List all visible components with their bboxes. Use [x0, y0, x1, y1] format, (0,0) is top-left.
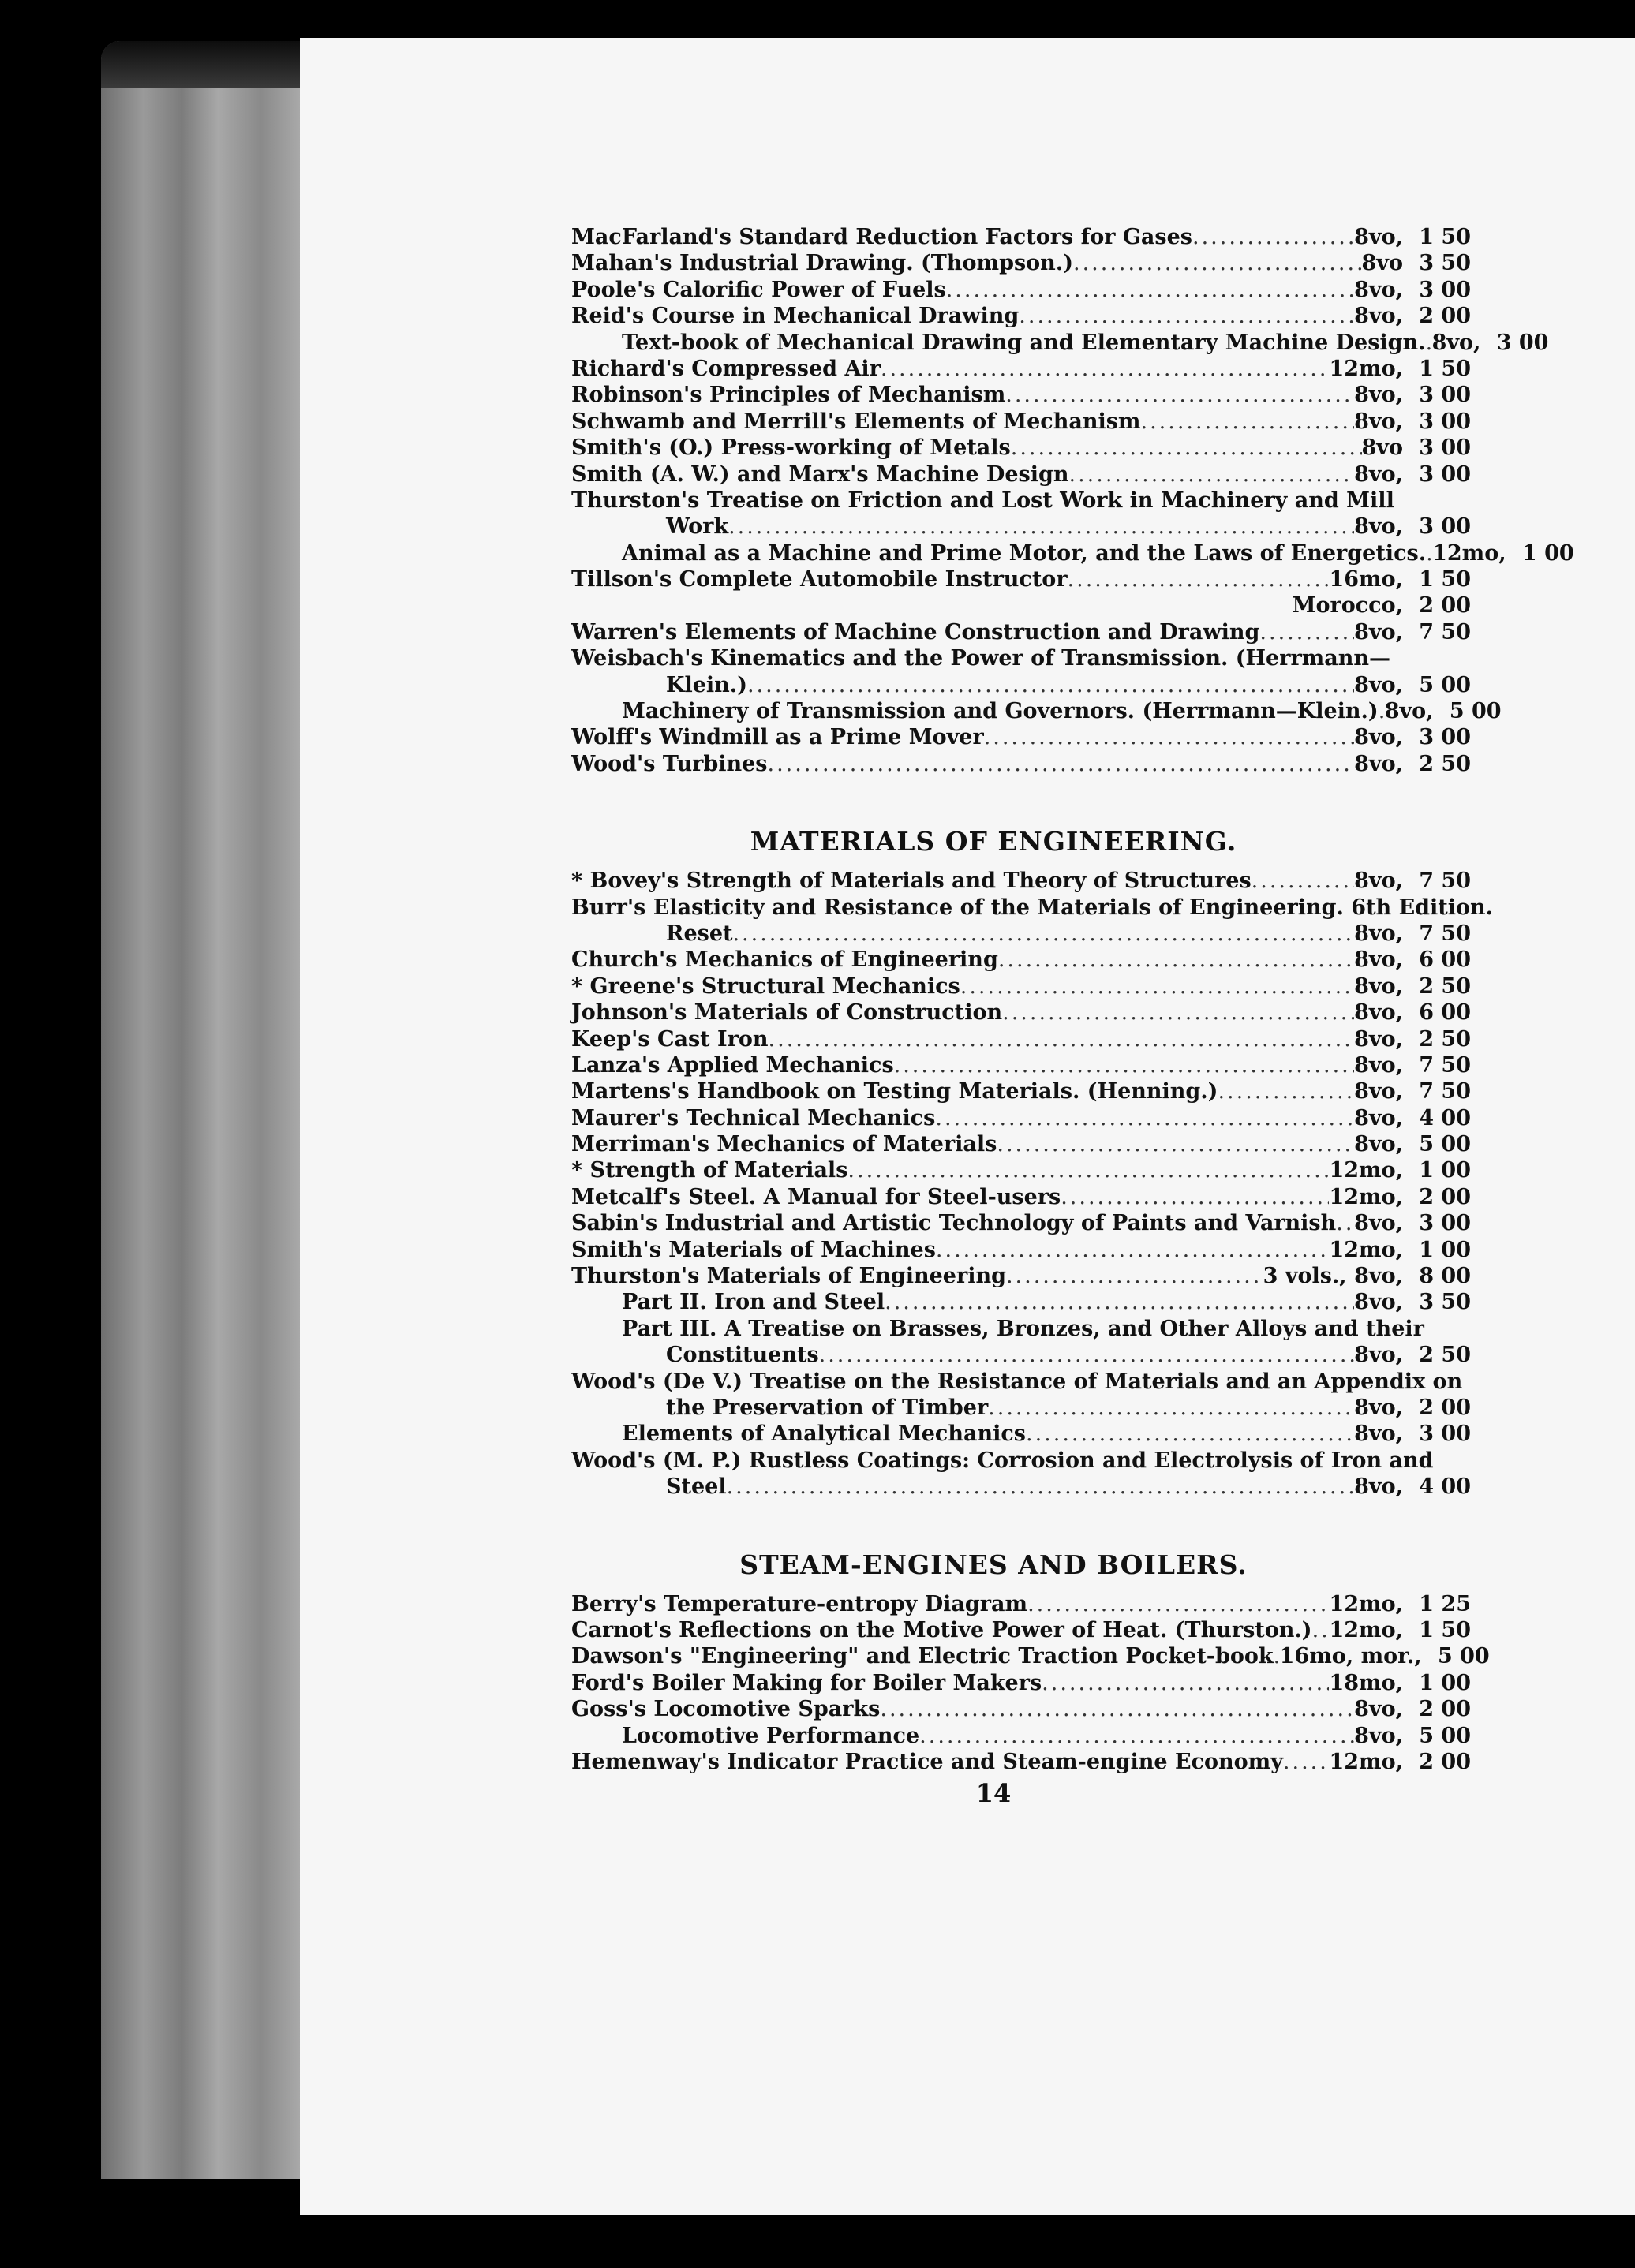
- entry-title: Machinery of Transmission and Governors. (Herrmann—Klein.): [622, 699, 1379, 724]
- entry-title: MacFarland's Standard Reduction Factors for Gases: [571, 224, 1192, 249]
- leader-dots: [1192, 224, 1354, 250]
- entry-price: 3 00: [1419, 435, 1471, 461]
- entry-title: Part III. A Treatise on Brasses, Bronzes, and Other Alloys and their: [622, 1316, 1424, 1341]
- entry-price: 7 50: [1419, 1079, 1471, 1104]
- entry-title: Metcalf's Steel. A Manual for Steel-users: [571, 1184, 1061, 1209]
- entry-format: 8vo,: [1354, 619, 1403, 645]
- entry-title: Reid's Course in Mechanical Drawing: [571, 304, 1020, 329]
- entry-price: 4 00: [1419, 1474, 1471, 1500]
- entry-format: 8vo,: [1354, 514, 1403, 540]
- leader-dots: [1426, 330, 1432, 356]
- entry-format: 8vo,: [1354, 1105, 1403, 1130]
- entry-title: Smith's Materials of Machines: [571, 1237, 936, 1262]
- leader-dots: [880, 1696, 1354, 1722]
- leader-dots: [727, 1474, 1355, 1500]
- entry-format: 8vo,: [1354, 947, 1403, 973]
- catalog-entry-line: [571, 1158, 1471, 1184]
- entry-format: 8vo,: [1354, 725, 1403, 750]
- leader-dots: [728, 514, 1354, 540]
- page-number: 14: [975, 1778, 1012, 1809]
- entry-title: Text-book of Mechanical Drawing and Elementary Machine Design.: [622, 330, 1426, 355]
- entry-price: 7 50: [1419, 1052, 1471, 1078]
- leader-dots: [894, 1052, 1354, 1078]
- entry-price: 3 00: [1419, 461, 1471, 487]
- catalog-entry-line: [571, 514, 1471, 540]
- entry-title: Martens's Handbook on Testing Materials. (Henning.): [571, 1079, 1218, 1104]
- catalog-entry-line: [571, 999, 1471, 1026]
- entry-price: 1 50: [1419, 224, 1471, 249]
- catalog-entry-line: [571, 672, 1471, 698]
- entry-price: 4 00: [1419, 1105, 1471, 1130]
- entry-title: Weisbach's Kinematics and the Power of Transmission. (Herrmann—: [571, 646, 1391, 671]
- entry-format: 8vo,: [1431, 330, 1481, 355]
- catalog-entry-line: [571, 1184, 1471, 1210]
- entry-price: 3 00: [1419, 277, 1471, 302]
- entry-title: Robinson's Principles of Mechanism: [571, 383, 1006, 408]
- catalog-section: [571, 224, 1574, 777]
- leader-dots: [1006, 1263, 1263, 1289]
- entry-price: 5 00: [1449, 699, 1502, 724]
- entry-title: Schwamb and Merrill's Elements of Mechanism: [571, 409, 1141, 434]
- catalog-entry-line: [571, 1026, 1471, 1052]
- entry-format: 12mo,: [1329, 1158, 1403, 1183]
- catalog-entry-line: [571, 435, 1471, 461]
- catalog-entry-line: [571, 1617, 1471, 1643]
- catalog-entry-line: [571, 1723, 1471, 1749]
- leader-dots: [1259, 619, 1354, 645]
- entry-title: Maurer's Technical Mechanics: [571, 1105, 936, 1130]
- catalog-entry-line: [571, 724, 1471, 750]
- entry-price: 2 50: [1419, 973, 1471, 999]
- entry-title: Sabin's Industrial and Artistic Technology of Paints and Varnish: [571, 1211, 1337, 1236]
- entry-format: 8vo,: [1354, 1290, 1403, 1315]
- entry-format: 8vo,: [1354, 277, 1403, 302]
- entry-format: 8vo,: [1354, 1396, 1403, 1420]
- leader-dots: [1061, 1184, 1329, 1210]
- entry-price: 2 50: [1419, 1343, 1471, 1368]
- catalog-entry-line: [571, 1749, 1471, 1775]
- entry-title: Church's Mechanics of Engineering: [571, 947, 998, 973]
- catalog-entry-line: [571, 1263, 1471, 1289]
- entry-format: 16mo,: [1329, 567, 1403, 592]
- entry-title: Poole's Calorific Power of Fuels: [571, 277, 946, 302]
- leader-dots: [935, 1105, 1354, 1131]
- entry-title: Klein.): [666, 672, 747, 697]
- catalog-entry-line: [571, 1105, 1471, 1131]
- entry-title: Reset: [666, 921, 733, 946]
- catalog-entry-line: [571, 409, 1471, 435]
- leader-dots: [1379, 698, 1385, 724]
- catalog-entry-line: [571, 1052, 1471, 1078]
- entry-format: 8vo,: [1354, 1474, 1403, 1500]
- entry-format: 8vo,: [1354, 1723, 1403, 1748]
- leader-dots: [769, 1026, 1355, 1052]
- entry-price: 3 50: [1419, 1290, 1471, 1315]
- leader-dots: [1011, 435, 1362, 461]
- entry-price: 6 00: [1419, 1000, 1471, 1026]
- catalog-entry-line: [571, 277, 1471, 303]
- entry-price: 1 00: [1419, 1670, 1471, 1695]
- entry-format: 8vo,: [1354, 1211, 1403, 1236]
- entry-format: 12mo,: [1329, 1591, 1403, 1616]
- leader-dots: [1002, 999, 1354, 1026]
- entry-title: Wolff's Windmill as a Prime Mover: [571, 725, 984, 750]
- catalog-entry-line: [571, 973, 1471, 999]
- catalog-entry-line: [571, 619, 1471, 645]
- catalog-entry-line: [571, 382, 1471, 408]
- leader-dots: [768, 751, 1355, 777]
- catalog-section: [571, 826, 1494, 1500]
- entry-format: 8vo,: [1354, 1132, 1403, 1157]
- leader-dots: [885, 1289, 1354, 1315]
- entry-title: Locomotive Performance: [622, 1723, 920, 1748]
- catalog-entry-line: [571, 566, 1471, 592]
- catalog-entry-line: [571, 921, 1471, 947]
- entry-format: 8vo,: [1354, 383, 1403, 408]
- entry-title: Wood's Turbines: [571, 751, 768, 776]
- entry-price: 7 50: [1419, 619, 1471, 645]
- entry-price: 1 00: [1419, 1158, 1471, 1183]
- entry-price: 1 00: [1419, 1237, 1471, 1262]
- leader-dots: [847, 1157, 1329, 1183]
- leader-dots: [1069, 461, 1355, 488]
- leader-dots: [936, 1237, 1330, 1263]
- catalog-entry-line: [571, 1210, 1471, 1236]
- leader-dots: [1336, 1210, 1354, 1236]
- entry-title: Goss's Locomotive Sparks: [571, 1697, 881, 1722]
- leader-dots: [1026, 1421, 1354, 1447]
- leader-dots: [747, 672, 1354, 698]
- catalog-entry-line: [571, 540, 1574, 566]
- entry-title: Wood's (De V.) Treatise on the Resistance of Materials and an Appendix on: [571, 1369, 1463, 1394]
- entry-price: 3 00: [1496, 330, 1549, 355]
- entry-title: Warren's Elements of Machine Construction and Drawing: [571, 619, 1260, 645]
- entry-title: * Bovey's Strength of Materials and Theory of Structures: [571, 869, 1252, 894]
- entry-title: * Greene's Structural Mechanics: [571, 973, 960, 999]
- entry-price: 3 50: [1419, 251, 1471, 276]
- entry-title: Johnson's Materials of Construction: [571, 1000, 1003, 1026]
- catalog-entry-line: [571, 488, 1471, 514]
- entry-format: 12mo,: [1329, 1749, 1403, 1774]
- entry-title: Richard's Compressed Air: [571, 356, 881, 381]
- leader-dots: [1252, 868, 1354, 894]
- entry-price: 1 00: [1521, 540, 1574, 566]
- catalog-entry-line: [571, 1237, 1471, 1263]
- entry-title: Smith (A. W.) and Marx's Machine Design: [571, 461, 1069, 487]
- entry-price: 3 00: [1419, 409, 1471, 434]
- entry-format: 8vo,: [1354, 1422, 1403, 1447]
- entry-price: 1 50: [1419, 356, 1471, 381]
- entry-title: Elements of Analytical Mechanics: [622, 1422, 1026, 1447]
- entry-format: Morocco,: [1292, 593, 1403, 618]
- catalog-entry-line: [571, 1474, 1471, 1500]
- leader-dots: [1141, 409, 1355, 435]
- entry-price: 3 00: [1419, 1422, 1471, 1447]
- catalog-entry-line: [571, 1421, 1471, 1447]
- entry-format: 8vo,: [1354, 1343, 1403, 1368]
- entry-title: Tillson's Complete Automobile Instructor: [571, 567, 1068, 592]
- entry-title: Lanza's Applied Mechanics: [571, 1052, 894, 1078]
- catalog-entry-line: [571, 947, 1471, 973]
- entry-title: Carnot's Reflections on the Motive Power of Heat. (Thurston.): [571, 1617, 1312, 1642]
- catalog-entry-line: [571, 1131, 1471, 1157]
- entry-title: Dawson's "Engineering" and Electric Traction Pocket-book: [571, 1644, 1274, 1669]
- entry-format: 8vo,: [1354, 672, 1403, 697]
- leader-dots: [1068, 566, 1330, 592]
- section-heading: MATERIALS OF ENGINEERING.: [750, 826, 1237, 858]
- catalog-entry-line: [571, 1670, 1471, 1696]
- entry-price: 5 00: [1419, 1132, 1471, 1157]
- leader-dots: [1027, 1591, 1329, 1617]
- entry-title: * Strength of Materials: [571, 1158, 848, 1183]
- entry-price: 2 00: [1419, 1697, 1471, 1722]
- entry-title: Work: [666, 514, 729, 540]
- entry-title: Animal as a Machine and Prime Motor, and the Laws of Energetics.: [622, 540, 1427, 566]
- entry-format: 8vo,: [1354, 409, 1403, 434]
- leader-dots: [1274, 1643, 1280, 1669]
- leader-dots: [1218, 1078, 1354, 1104]
- leader-dots: [998, 947, 1354, 973]
- entry-price: 2 00: [1419, 1396, 1471, 1420]
- catalog-entry-line: [571, 1289, 1471, 1315]
- entry-format: 12mo,: [1329, 1184, 1403, 1209]
- entry-price: 2 50: [1419, 751, 1471, 776]
- entry-title: Merriman's Mechanics of Materials: [571, 1132, 997, 1157]
- entry-format: 12mo,: [1329, 1237, 1403, 1262]
- catalog-entry-line: [571, 461, 1471, 488]
- catalog-entry-line: [571, 1369, 1471, 1395]
- section-heading: STEAM-ENGINES AND BOILERS.: [739, 1549, 1248, 1580]
- catalog-entry-line: [571, 592, 1471, 618]
- leader-dots: [997, 1131, 1354, 1157]
- entry-title: Hemenway's Indicator Practice and Steam-engine Economy: [571, 1749, 1283, 1774]
- entry-price: 7 50: [1419, 869, 1471, 894]
- entry-format: 16mo, mor.,: [1279, 1644, 1422, 1669]
- leader-dots: [1426, 540, 1432, 566]
- entry-price: 6 00: [1419, 947, 1471, 973]
- entry-format: 12mo,: [1329, 1617, 1403, 1642]
- book-spine-shadow: [101, 41, 314, 88]
- catalog-entry-line: [571, 868, 1471, 894]
- entry-price: 1 25: [1419, 1591, 1471, 1616]
- entry-title: Keep's Cast Iron: [571, 1026, 769, 1052]
- entry-price: 2 00: [1419, 1749, 1471, 1774]
- catalog-entry-line: [571, 303, 1471, 329]
- entry-price: 2 00: [1419, 304, 1471, 329]
- entry-format: 3 vols., 8vo,: [1263, 1264, 1403, 1289]
- catalog-entry-line: [571, 895, 1494, 921]
- entry-format: 8vo,: [1354, 1000, 1403, 1026]
- leader-dots: [984, 724, 1354, 750]
- leader-dots: [1005, 382, 1354, 408]
- catalog-entry-line: [571, 751, 1471, 777]
- leader-dots: [881, 356, 1330, 382]
- catalog-entry-line: [571, 1591, 1471, 1617]
- catalog-entry-line: [571, 1643, 1490, 1669]
- entry-title: Wood's (M. P.) Rustless Coatings: Corrosion and Electrolysis of Iron and: [571, 1448, 1434, 1473]
- entry-title: the Preservation of Timber: [666, 1396, 989, 1420]
- catalog-entry-line: [571, 1448, 1471, 1474]
- leader-dots: [1312, 1617, 1330, 1643]
- entry-price: 2 00: [1419, 1184, 1471, 1209]
- catalog-entry-line: [571, 330, 1549, 356]
- entry-format: 8vo,: [1354, 304, 1403, 329]
- leader-dots: [960, 973, 1354, 999]
- entry-price: 1 50: [1419, 567, 1471, 592]
- entry-format: 8vo: [1361, 435, 1403, 461]
- entry-format: 8vo,: [1354, 461, 1403, 487]
- catalog-entry-line: [571, 1342, 1471, 1368]
- catalog-entry-line: [571, 698, 1502, 724]
- catalog-entry-line: [571, 1696, 1471, 1722]
- entry-format: 8vo,: [1354, 869, 1403, 894]
- catalog-entry-line: [571, 1395, 1471, 1421]
- entry-price: 2 00: [1419, 593, 1471, 618]
- entry-title: Part II. Iron and Steel: [622, 1290, 885, 1315]
- catalog-entry-line: [571, 1078, 1471, 1104]
- entry-price: 7 50: [1419, 921, 1471, 946]
- leader-dots: [946, 277, 1354, 303]
- entry-title: Thurston's Materials of Engineering: [571, 1264, 1006, 1289]
- entry-format: 18mo,: [1329, 1670, 1403, 1695]
- catalog-text-block: [571, 224, 1574, 1809]
- entry-format: 12mo,: [1329, 356, 1403, 381]
- entry-price: 5 00: [1437, 1644, 1490, 1669]
- catalog-entry-line: [571, 356, 1471, 382]
- leader-dots: [1283, 1749, 1330, 1775]
- entry-format: 8vo,: [1354, 973, 1403, 999]
- entry-format: 12mo,: [1432, 540, 1506, 566]
- entry-title: Burr's Elasticity and Resistance of the Materials of Engineering. 6th Edition.: [571, 895, 1494, 920]
- leader-dots: [1019, 303, 1354, 329]
- entry-title: Berry's Temperature-entropy Diagram: [571, 1591, 1028, 1616]
- catalog-entry-line: [571, 224, 1471, 250]
- entry-format: 8vo,: [1354, 921, 1403, 946]
- entry-price: 3 00: [1419, 383, 1471, 408]
- catalog-entry-line: [571, 645, 1471, 671]
- entry-title: Thurston's Treatise on Friction and Lost Work in Machinery and Mill: [571, 488, 1394, 513]
- entry-format: 8vo,: [1354, 1052, 1403, 1078]
- leader-dots: [1042, 1670, 1329, 1696]
- book-spine-edge: [101, 41, 314, 2179]
- entry-price: 8 00: [1419, 1264, 1471, 1289]
- entry-format: 8vo,: [1354, 1026, 1403, 1052]
- entry-title: Steel: [666, 1474, 727, 1500]
- entry-price: 3 00: [1419, 725, 1471, 750]
- entry-price: 2 50: [1419, 1026, 1471, 1052]
- entry-price: 5 00: [1419, 672, 1471, 697]
- catalog-entry-line: [571, 250, 1471, 276]
- entry-title: Ford's Boiler Making for Boiler Makers: [571, 1670, 1042, 1695]
- entry-title: Smith's (O.) Press-working of Metals: [571, 435, 1011, 461]
- leader-dots: [1073, 250, 1362, 276]
- entry-price: 3 00: [1419, 514, 1471, 540]
- leader-dots: [919, 1723, 1354, 1749]
- entry-format: 8vo,: [1354, 224, 1403, 249]
- entry-price: 3 00: [1419, 1211, 1471, 1236]
- leader-dots: [988, 1395, 1354, 1421]
- entry-price: 5 00: [1419, 1723, 1471, 1748]
- entry-title: Mahan's Industrial Drawing. (Thompson.): [571, 251, 1073, 276]
- entry-format: 8vo,: [1354, 751, 1403, 776]
- catalog-section: [571, 1549, 1490, 1776]
- entry-price: 1 50: [1419, 1617, 1471, 1642]
- leader-dots: [819, 1342, 1354, 1368]
- entry-title: Constituents: [666, 1343, 819, 1368]
- entry-format: 8vo,: [1354, 1079, 1403, 1104]
- leader-dots: [732, 921, 1354, 947]
- entry-format: 8vo,: [1354, 1697, 1403, 1722]
- entry-format: 8vo: [1361, 251, 1403, 276]
- entry-format: 8vo,: [1384, 699, 1434, 724]
- catalog-entry-line: [571, 1316, 1471, 1342]
